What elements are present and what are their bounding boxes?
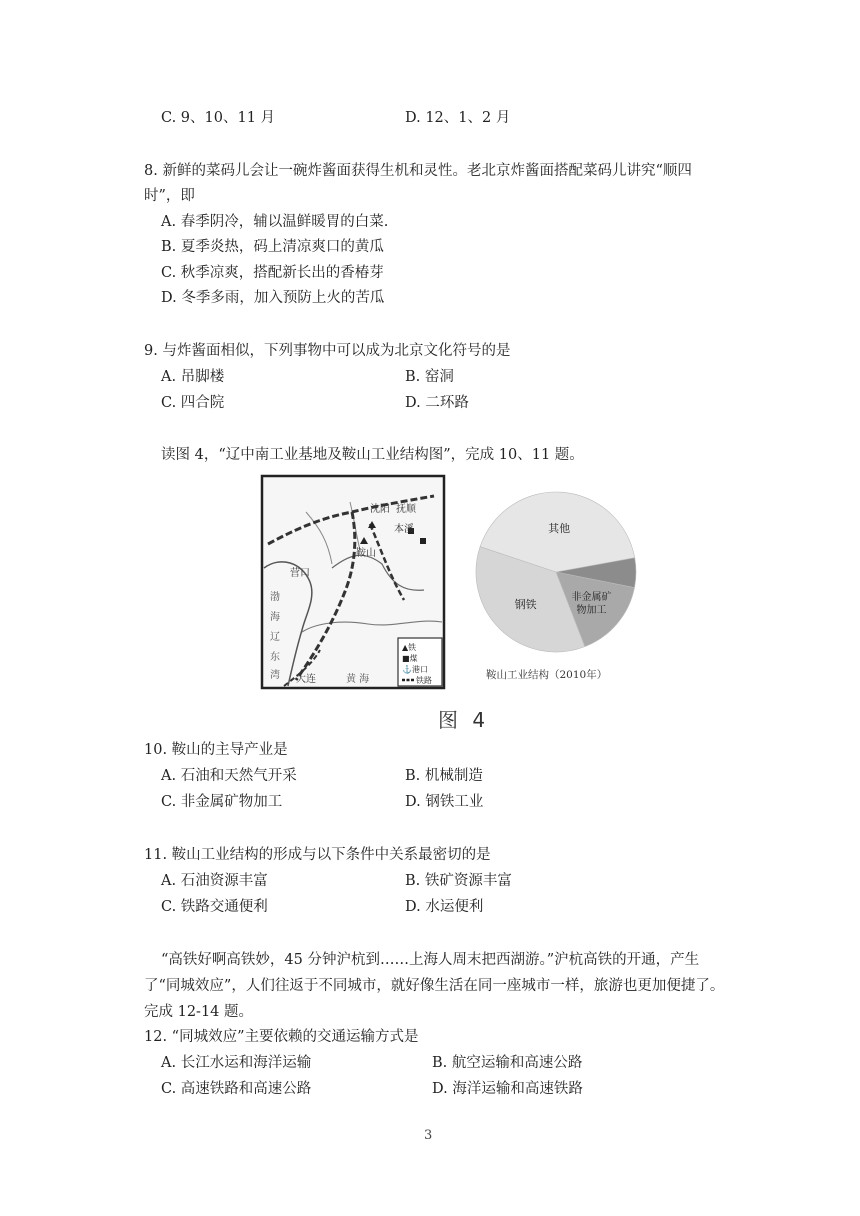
coal-symbol-icon xyxy=(420,538,426,544)
q12-option-c: C. 高速铁路和高速公路 xyxy=(161,1081,312,1097)
legend-railway: 铁路 xyxy=(416,676,432,685)
sea-label: 海 xyxy=(270,612,280,623)
city-label-fushun: 抚顺 xyxy=(396,504,416,515)
q10-option-b: B. 机械制造 xyxy=(405,768,483,784)
q12-stem: 12. “同城效应”主要依赖的交通运输方式是 xyxy=(144,1029,419,1045)
q9-option-d: D. 二环路 xyxy=(405,395,469,411)
pie-chart-title: 鞍山工业结构（2010年） xyxy=(486,669,608,681)
pie-slice-label: 其他 xyxy=(548,522,571,536)
figure-4 xyxy=(258,472,638,698)
q8-option-a: A. 春季阴冷，辅以温鲜暖胃的白菜. xyxy=(161,214,389,230)
q11-option-a: A. 石油资源丰富 xyxy=(161,873,268,889)
q7-option-d: D. 12、1、2 月 xyxy=(405,110,511,126)
city-label-yingkou: 营口 xyxy=(290,568,310,579)
q8-stem: 8. 新鲜的菜码儿会让一碗炸酱面获得生机和灵性。老北京炸酱面搭配菜码儿讲究“顺四 xyxy=(144,163,692,179)
sea-label-yellow-sea: 黄 海 xyxy=(346,674,370,685)
q8-option-d: D. 冬季多雨，加入预防上火的苦瓜 xyxy=(161,290,385,306)
sea-label: 东 xyxy=(270,652,280,663)
q10-option-c: C. 非金属矿物加工 xyxy=(161,794,283,810)
q8-option-c: C. 秋季凉爽，搭配新长出的香椿芽 xyxy=(161,265,384,281)
anshan-industry-pie xyxy=(476,492,636,652)
q12-option-d: D. 海洋运输和高速铁路 xyxy=(432,1081,583,1097)
q11-option-d: D. 水运便利 xyxy=(405,899,484,915)
q8-stem-cont: 时”，即 xyxy=(144,188,195,204)
q9-stem: 9. 与炸酱面相似，下列事物中可以成为北京文化符号的是 xyxy=(144,343,511,359)
q12-option-b: B. 航空运输和高速公路 xyxy=(432,1055,583,1071)
q7-option-c: C. 9、10、11 月 xyxy=(161,110,276,126)
passage-line: “高铁好啊高铁妙，45 分钟沪杭到……上海人周末把西湖游。”沪杭高铁的开通，产生 xyxy=(161,952,700,968)
pie-slice-label: 钢铁 xyxy=(514,597,537,611)
city-label-anshan: 鞍山 xyxy=(356,548,376,559)
sea-label: 湾 xyxy=(270,670,280,681)
q9-option-c: C. 四合院 xyxy=(161,395,225,411)
city-label-benxi: 本溪 xyxy=(394,524,414,535)
passage-line: 完成 12-14 题。 xyxy=(144,1004,254,1020)
q8-option-b: B. 夏季炎热，码上清凉爽口的黄瓜 xyxy=(161,239,384,255)
pie-slice-label: 非金属矿 xyxy=(571,591,612,603)
intro-10-11: 读图 4，“辽中南工业基地及鞍山工业结构图”，完成 10、11 题。 xyxy=(161,447,584,463)
sea-label: 渤 xyxy=(270,592,280,603)
legend-iron: ▲铁 xyxy=(402,643,417,652)
page-number: 3 xyxy=(424,1128,433,1143)
legend-port: ⚓港口 xyxy=(402,665,428,674)
sea-label: 辽 xyxy=(270,632,280,643)
map-legend xyxy=(398,638,442,686)
q9-option-b: B. 窑洞 xyxy=(405,369,454,385)
liaozhongnan-map xyxy=(262,476,444,688)
q10-option-a: A. 石油和天然气开采 xyxy=(161,768,297,784)
q10-option-d: D. 钢铁工业 xyxy=(405,794,484,810)
q9-option-a: A. 吊脚楼 xyxy=(161,369,225,385)
q11-option-c: C. 铁路交通便利 xyxy=(161,899,268,915)
q12-option-a: A. 长江水运和海洋运输 xyxy=(161,1055,312,1071)
figure-4-svg xyxy=(258,472,638,694)
q10-stem: 10. 鞍山的主导产业是 xyxy=(144,742,288,758)
q11-option-b: B. 铁矿资源丰富 xyxy=(405,873,512,889)
passage-line: 了“同城效应”，人们往返于不同城市，就好像生活在同一座城市一样，旅游也更加便捷了。 xyxy=(144,978,725,994)
city-label-shenyang: 沈阳 xyxy=(370,504,390,515)
city-label-dalian: 大连 xyxy=(296,674,316,685)
q11-stem: 11. 鞍山工业结构的形成与以下条件中关系最密切的是 xyxy=(144,847,491,863)
figure-caption: 图 4 xyxy=(438,708,490,732)
pie-slice-label: 物加工 xyxy=(576,604,607,616)
legend-coal: ■煤 xyxy=(402,654,418,663)
